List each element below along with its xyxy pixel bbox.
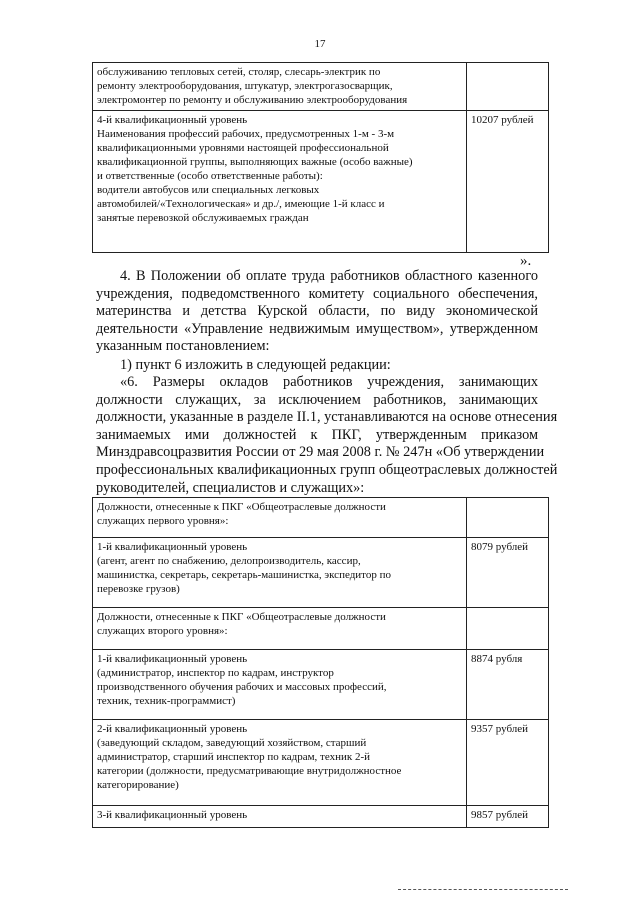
cell-text-line: техник, техник-программист) xyxy=(97,695,236,707)
table-cell-position xyxy=(93,650,467,720)
paragraph-line: руководителей, специалистов и служащих»: xyxy=(96,479,365,496)
subparagraph-1 xyxy=(96,357,538,375)
paragraph-line: 1) пункт 6 изложить в следующей редакции: xyxy=(120,357,391,373)
table-cell-amount: 10207 рублей xyxy=(467,111,549,253)
cell-text-line: водители автобусов или специальных легковых xyxy=(97,184,320,196)
cell-text-line: обслуживанию тепловых сетей, столяр, слесарь-электрик по xyxy=(97,66,381,78)
paragraph-line: материнства и детства Курской области, по виду экономической xyxy=(96,303,538,320)
cell-text-line: ремонту электрооборудования, штукатур, электрогазосварщик, xyxy=(97,80,393,92)
paragraph-line: должности, указанные в разделе II.1, устанавливаются на основе отнесения xyxy=(96,409,558,426)
cell-text-line: 4-й квалификационный уровень xyxy=(97,114,248,126)
cell-text-line: производственного обучения рабочих и массовых профессий, xyxy=(97,681,387,693)
cell-text-line: 3-й квалификационный уровень xyxy=(97,809,248,821)
cell-text-line: администратор, старший инспектор по кадрам, техник 2-й xyxy=(97,751,371,763)
paragraph-line: 4. В Положении об оплате труда работников областного казенного xyxy=(120,268,538,284)
cell-text-line: Наименования профессий рабочих, предусмотренных 1-м - 3-м xyxy=(97,128,395,140)
cell-text-line: квалификационной группы, выполняющих важные (особо важные) xyxy=(97,156,413,168)
salary-table-employees xyxy=(92,497,549,828)
cell-text-line: 1-й квалификационный уровень xyxy=(97,653,248,665)
table-row xyxy=(93,111,549,253)
table-row xyxy=(93,63,549,111)
table-row xyxy=(93,498,549,538)
paragraph-6 xyxy=(96,374,558,497)
cell-text-line: Должности, отнесенные к ПКГ «Общеотраслевые должности xyxy=(97,611,386,623)
paragraph-line: указанным постановлением: xyxy=(96,338,270,355)
table-cell-group-header xyxy=(93,498,467,538)
table-cell-amount: 9357 рублей xyxy=(467,720,549,806)
table-cell-position xyxy=(93,111,467,253)
table-cell-amount xyxy=(467,608,549,650)
cell-text-line: и ответственные (особо ответственные работы): xyxy=(97,170,323,182)
paragraph-line: профессиональных квалификационных групп общеотраслевых должностей xyxy=(96,461,558,478)
paragraph-line: занимаемых ими должностей к ПКГ, утвержденным приказом xyxy=(96,426,538,443)
table-row xyxy=(93,538,549,608)
cell-text-line: квалификационными уровнями настоящей профессиональной xyxy=(97,142,389,154)
paragraph-line: учреждения, подведомственного комитету социального обеспечения, xyxy=(96,285,538,302)
closing-quote: ». xyxy=(520,253,532,269)
cell-text-line: 1-й квалификационный уровень xyxy=(97,541,248,553)
footer-divider xyxy=(398,889,568,890)
table-cell-amount xyxy=(467,63,549,111)
cell-text-line: машинистка, секретарь, секретарь-машинистка, экспедитор по xyxy=(97,569,391,581)
cell-text-line: перевозке грузов) xyxy=(97,583,180,595)
table-cell-amount: 8079 рублей xyxy=(467,538,549,608)
cell-text-line: служащих первого уровня»: xyxy=(97,515,229,527)
paragraph-4 xyxy=(96,268,538,356)
cell-text-line: (агент, агент по снабжению, делопроизводитель, кассир, xyxy=(97,555,361,567)
cell-text-line: электромонтер по ремонту и обслуживанию электрооборудования xyxy=(97,94,408,106)
table-row xyxy=(93,720,549,806)
paragraph-line: должности служащих, за исключением работников, занимающих xyxy=(96,391,538,408)
paragraph-line: «6. Размеры окладов работников учреждения, занимающих xyxy=(120,374,538,390)
cell-text-line: занятые перевозкой обслуживаемых граждан xyxy=(97,212,309,224)
table-cell-amount: 8874 рубля xyxy=(467,650,549,720)
table-row xyxy=(93,608,549,650)
table-row xyxy=(93,806,549,828)
table-row xyxy=(93,650,549,720)
cell-text-line: категорирование) xyxy=(97,779,179,791)
paragraph-line: Минздравсоцразвития России от 29 мая 2008 г. № 247н «Об утверждении xyxy=(96,444,545,461)
table-cell-amount xyxy=(467,498,549,538)
table-cell-position xyxy=(93,538,467,608)
paragraph-line: деятельности «Управление недвижимым имуществом», утвержденном xyxy=(96,320,538,337)
salary-table-workers xyxy=(92,62,549,253)
cell-text-line: категории (должности, предусматривающие внутридолжностное xyxy=(97,765,402,777)
cell-text-line: служащих второго уровня»: xyxy=(97,625,228,637)
table-cell-amount: 9857 рублей xyxy=(467,806,549,828)
cell-text-line: автомобилей/«Технологическая» и др./, имеющие 1-й класс и xyxy=(97,198,385,210)
cell-text-line: (администратор, инспектор по кадрам, инструктор xyxy=(97,667,334,679)
page-number: 17 xyxy=(314,38,326,50)
cell-text-line: (заведующий складом, заведующий хозяйством, старший xyxy=(97,737,367,749)
table-cell-position xyxy=(93,806,467,828)
cell-text-line: Должности, отнесенные к ПКГ «Общеотраслевые должности xyxy=(97,501,386,513)
table-cell-position xyxy=(93,720,467,806)
table-cell-position xyxy=(93,63,467,111)
table-cell-group-header xyxy=(93,608,467,650)
cell-text-line: 2-й квалификационный уровень xyxy=(97,723,248,735)
